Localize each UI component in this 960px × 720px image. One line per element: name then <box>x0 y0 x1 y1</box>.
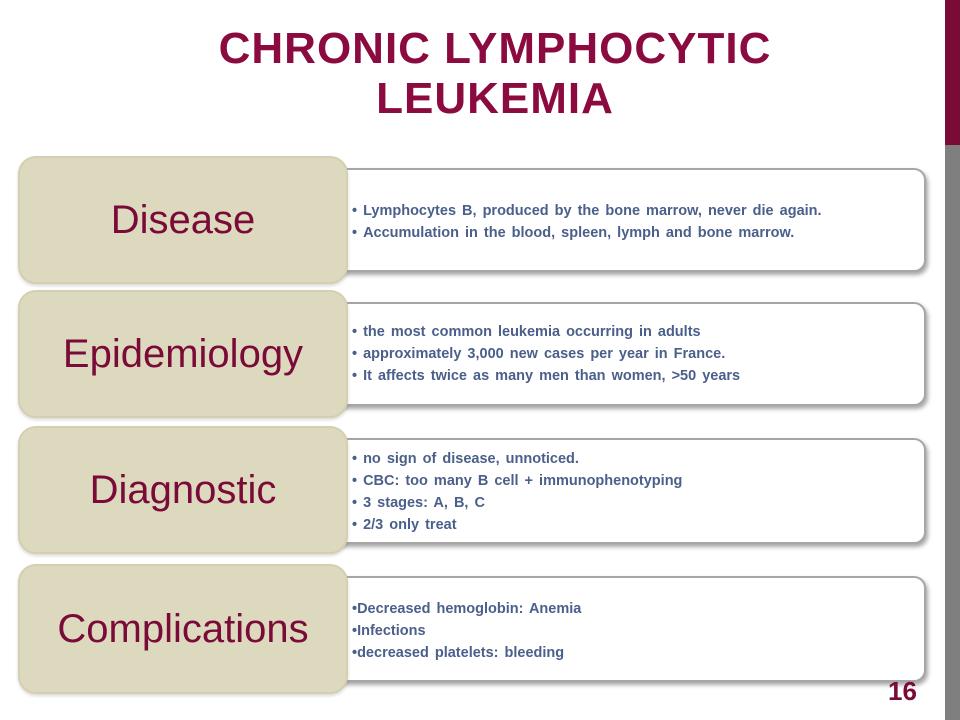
section-label: Diagnostic <box>89 467 277 512</box>
page-number: 16 <box>888 676 917 706</box>
bullet-icon: • <box>352 324 358 340</box>
bullet-icon: • <box>352 346 358 362</box>
title-line-2: LEUKEMIA <box>376 74 614 123</box>
section-label-box <box>18 290 348 418</box>
bullet-icon: • <box>352 473 358 489</box>
bullet-item: • Lymphocytes B, produced by the bone marrow, never die again. <box>352 203 822 219</box>
section-content-box <box>300 168 926 272</box>
bullet-icon: • <box>352 225 358 241</box>
bullet-icon: • <box>352 623 358 639</box>
section-content-box <box>300 576 926 682</box>
bullet-item: • CBC: too many B cell + immunophenotyping <box>352 473 683 489</box>
bullet-item: • It affects twice as many men than women, >50 years <box>352 368 741 384</box>
bullet-list <box>352 598 914 664</box>
bullet-icon: • <box>352 451 358 467</box>
section-label-box <box>18 564 348 694</box>
bullet-icon: • <box>352 517 358 533</box>
section-label: Epidemiology <box>62 331 304 376</box>
section-content-box <box>300 302 926 406</box>
section-label: Complications <box>57 606 309 651</box>
bullet-list <box>352 200 914 244</box>
bullet-icon: • <box>352 203 358 219</box>
bullet-icon: • <box>352 601 358 617</box>
bullet-item: •Decreased hemoglobin: Anemia <box>352 601 582 617</box>
title-line-1: CHRONIC LYMPHOCYTIC <box>218 24 772 73</box>
bullet-list <box>352 321 914 387</box>
slide-title <box>60 24 930 124</box>
bullet-icon: • <box>352 368 358 384</box>
accent-bar-bottom <box>945 145 960 720</box>
section-label-box <box>18 426 348 554</box>
section-label-box <box>18 156 348 284</box>
bullet-item: •Infections <box>352 623 426 639</box>
bullet-item: • Accumulation in the blood, spleen, lymph and bone marrow. <box>352 225 795 241</box>
bullet-item: •decreased platelets: bleeding <box>352 645 565 661</box>
bullet-icon: • <box>352 645 358 661</box>
bullet-item: • 3 stages: A, B, C <box>352 495 485 511</box>
bullet-item: • no sign of disease, unnoticed. <box>352 451 579 467</box>
bullet-item: • 2/3 only treat <box>352 517 457 533</box>
section-content-box <box>300 438 926 544</box>
bullet-item: • approximately 3,000 new cases per year in France. <box>352 346 726 362</box>
bullet-list <box>352 448 914 536</box>
bullet-item: • the most common leukemia occurring in adults <box>352 324 701 340</box>
bullet-icon: • <box>352 495 358 511</box>
section-label: Disease <box>110 197 256 242</box>
accent-bar-top <box>945 0 960 145</box>
